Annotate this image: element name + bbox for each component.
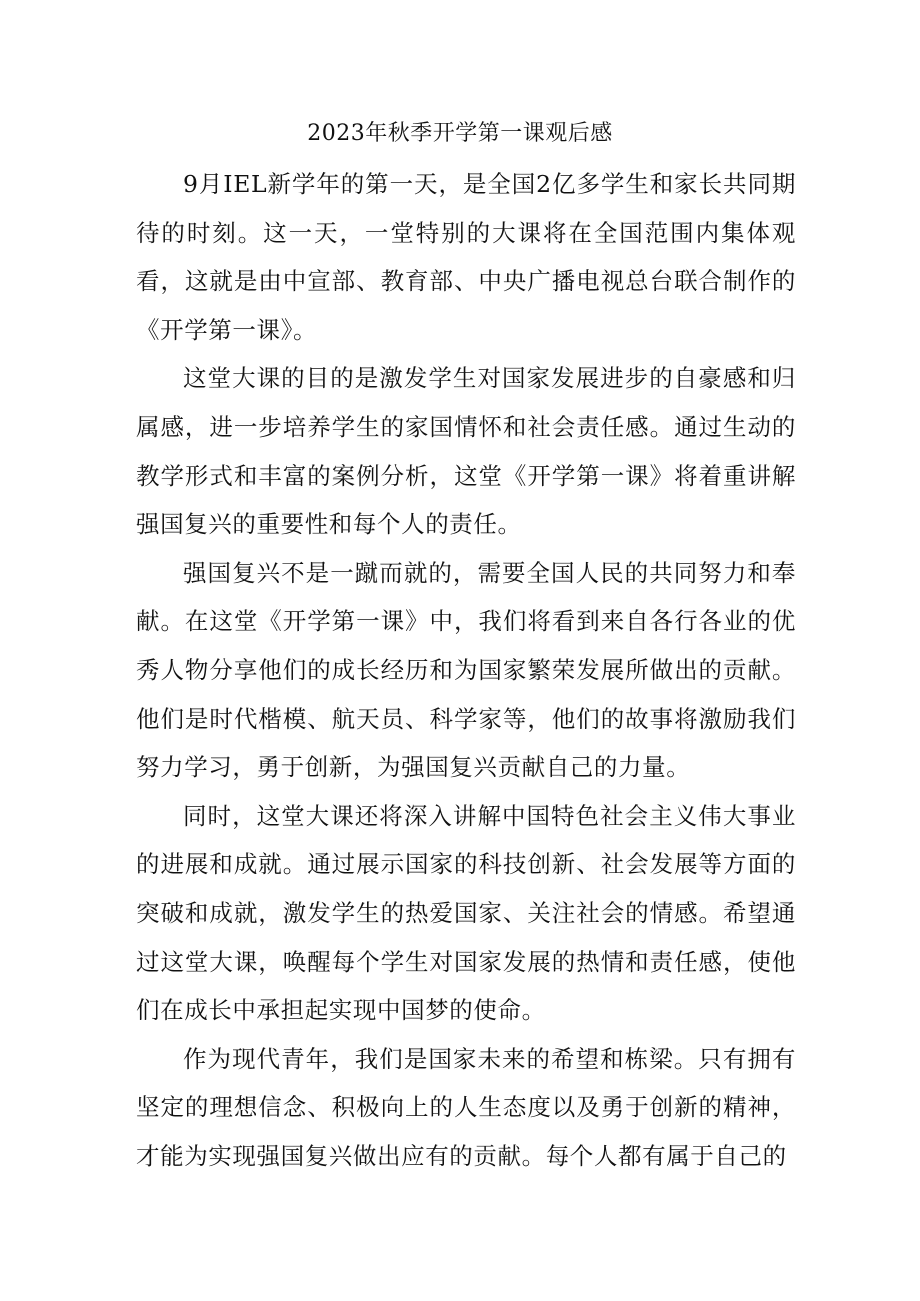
- document-body: [136, 160, 796, 1180]
- paragraph-5: 作为现代青年，我们是国家未来的希望和栋梁。只有拥有坚定的理想信念、积极向上的人生态度以及勇于创新的精神，才能为实现强国复兴做出应有的贡献。每个人都有属于自己的: [136, 1044, 796, 1170]
- paragraph-3: 强国复兴不是一蹴而就的，需要全国人民的共同努力和奉献。在这堂《开学第一课》中，我们将看到来自各行各业的优秀人物分享他们的成长经历和为国家繁荣发展所做出的贡献。他们是时代楷模、航天员、科学家等，他们的故事将激励我们努力学习，勇于创新，为强国复兴贡献自己的力量。: [136, 558, 796, 782]
- paragraph-2: 这堂大课的目的是激发学生对国家发展进步的自豪感和归属感，进一步培养学生的家国情怀和社会责任感。通过生动的教学形式和丰富的案例分析，这堂《开学第一课》将着重讲解强国复兴的重要性和每个人的责任。: [136, 364, 796, 539]
- paragraph-1: 9月IEL新学年的第一天，是全国2亿多学生和家长共同期待的时刻。这一天，一堂特别的大课将在全国范围内集体观看，这就是由中宣部、教育部、中央广播电视总台联合制作的《开学第一课》。: [136, 170, 796, 344]
- paragraph-4: 同时，这堂大课还将深入讲解中国特色社会主义伟大事业的进展和成就。通过展示国家的科技创新、社会发展等方面的突破和成就，激发学生的热爱国家、关注社会的情感。希望通过这堂大课，唤醒每个学生对国家发展的热情和责任感，使他们在成长中承担起实现中国梦的使命。: [136, 801, 796, 1025]
- document-title: 2023年秋季开学第一课观后感: [307, 121, 613, 146]
